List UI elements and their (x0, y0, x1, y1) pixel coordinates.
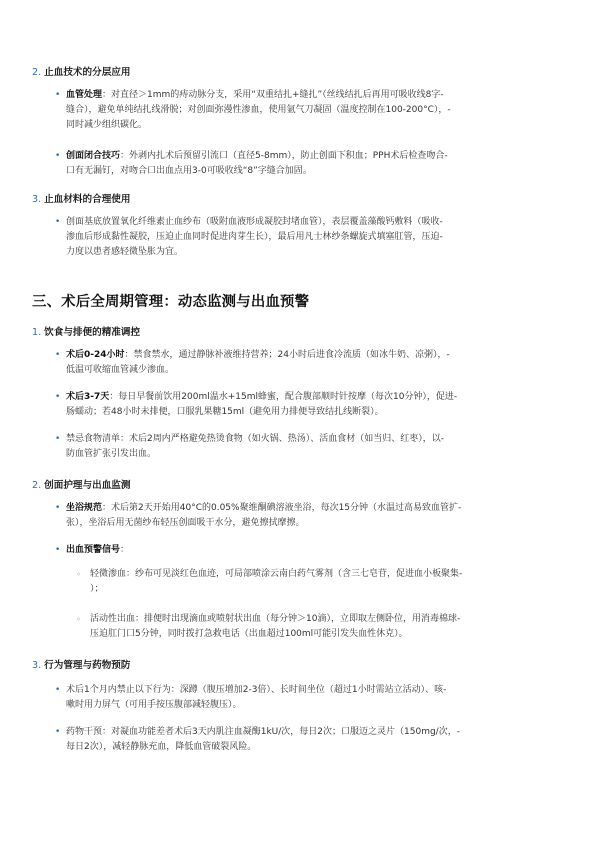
bullet-text: 肠蠕动；若48小时未排便，口服乳果糖15ml（避免用力排便导致结扎线断裂）。 (66, 407, 384, 418)
subsection-title: 饮食与排便的精准调控 (44, 327, 141, 338)
subsection-title: 止血材料的合理使用 (44, 194, 131, 205)
subbullet-mild-oozing (32, 567, 575, 597)
bullet-text: ： (120, 545, 130, 555)
bullet-text: ：对直径＞1mm的痔动脉分支，采用“双重结扎+缝扎”（丝线结扎后再用可吸收线8字- (102, 90, 444, 100)
bullet-dot-icon: • (55, 545, 61, 555)
bullet-materials (32, 215, 575, 261)
subbullet-text: ）； (90, 584, 104, 595)
subsection-number: 1. (32, 327, 42, 338)
subsection-number: 2. (32, 480, 42, 491)
bullet-text: 每日2次），减轻静脉充血，降低血管破裂风险。 (66, 742, 257, 753)
bullet-text: 缝合），避免单纯结扎线滑脱；对创面弥漫性渗血，使用氩气刀凝固（温度控制在100-200°C），- (66, 105, 451, 116)
subsection-hemostasis-techniques (32, 64, 575, 78)
bullet-text: ：禁食禁水，通过静脉补液维持营养；24小时后进食冷流质（如冰牛奶、凉粥），- (124, 350, 450, 360)
subsection-heading (32, 324, 575, 338)
subbullet-text: 轻微渗血：纱布可见淡红色血迹，可局部喷涂云南白药气雾剂（含三七皂苷，促进血小板聚集- (90, 569, 463, 579)
bullet-dot-icon: • (55, 685, 61, 695)
subsection-behavior-drugs (32, 657, 575, 671)
bullet-sitz-bath (32, 501, 575, 531)
bullet-text: ：每日早餐前饮用200ml温水+15ml蜂蜜，配合腹部顺时针按摩（每次10分钟），促进- (109, 392, 458, 402)
bullet-text: 防血管扩张引发出血。 (66, 449, 157, 460)
subbullet-circle-icon: ◦ (76, 615, 81, 624)
bullet-drug-intervention (32, 725, 575, 755)
subsection-title: 创面护理与出血监测 (44, 480, 131, 491)
subsection-heading (32, 657, 575, 671)
bullet-dot-icon: • (55, 350, 61, 360)
bullet-dot-icon: • (55, 727, 61, 737)
bullet-dot-icon: • (55, 151, 61, 161)
bullet-text: 同时减少组织碳化。 (66, 120, 148, 131)
subbullet-text: 压迫肛门口5分钟，同时拨打急救电话（出血超过100ml可能引发失血性休克）。 (90, 629, 408, 640)
section-title: 三、术后全周期管理：动态监测与出血预警 (32, 294, 310, 310)
subbullet-circle-icon: ◦ (76, 570, 81, 579)
subsection-diet-bowel (32, 324, 575, 338)
bullet-bleeding-warning (32, 543, 575, 558)
subbullet-text: 活动性出血：排便时出现滴血或喷射状出血（每分钟＞10滴），立即取左侧卧位，用消毒棉球- (90, 614, 461, 624)
bullet-dot-icon: • (55, 217, 61, 227)
subsection-heading (32, 64, 575, 78)
bullet-behavior-restrictions (32, 683, 575, 713)
bullet-text: 口有无漏钉，对吻合口出血点用3-0可吸收线“8”字缝合加固。 (66, 166, 312, 177)
bullet-dot-icon: • (55, 434, 61, 444)
bullet-text: 嗽时用力屏气（可用手按压腹部减轻腹压）。 (66, 700, 242, 711)
bullet-dot-icon: • (55, 503, 61, 513)
subsection-number: 2. (32, 67, 42, 78)
bullet-text: 禁忌食物清单：术后2周内严格避免热烫食物（如火锅、热汤）、活血食材（如当归、红枣），以- (66, 434, 444, 444)
bullet-text: 低温可收缩血管减少渗血。 (66, 365, 175, 376)
subsection-wound-care (32, 477, 575, 491)
subsection-number: 3. (32, 660, 42, 671)
bullet-label: 创面闭合技巧 (66, 151, 121, 161)
subsection-title: 止血技术的分层应用 (44, 67, 131, 78)
subsection-hemostatic-materials (32, 191, 575, 205)
bullet-text: 术后1个月内禁止以下行为：深蹲（腹压增加2-3倍）、长时间坐位（超过1小时需站立活动）、咳- (66, 685, 447, 695)
bullet-label: 术后0-24小时 (66, 350, 125, 360)
subsection-number: 3. (32, 194, 42, 205)
section-postop-management (32, 290, 575, 311)
bullet-dot-icon: • (55, 392, 61, 402)
bullet-3-7days (32, 390, 575, 420)
bullet-text: 药物干预：对凝血功能差者术后3天内肌注血凝酶1kU/次，每日2次；口服迈之灵片（150mg/次，- (66, 727, 460, 737)
bullet-text: 创面基底放置氧化纤维素止血纱布（吸附血液形成凝胶封堵血管），表层覆盖藻酸钙敷料（吸收- (66, 217, 443, 227)
bullet-vessel-handling (32, 88, 575, 134)
bullet-label: 坐浴规范 (66, 503, 103, 513)
bullet-0-24h (32, 348, 575, 378)
bullet-forbidden-foods (32, 432, 575, 462)
bullet-label: 术后3-7天 (66, 392, 110, 402)
bullet-text: 张），坐浴后用无菌纱布轻压创面吸干水分，避免擦拭摩擦。 (66, 518, 305, 529)
subbullet-active-bleeding (32, 612, 575, 642)
bullet-text: ：外剥内扎术后预留引流口（直径5-8mm），防止创面下积血；PPH术后检查吻合- (120, 151, 448, 161)
bullet-label: 血管处理 (66, 90, 103, 100)
bullet-text: 力度以患者感轻微坠胀为宜。 (66, 247, 184, 258)
bullet-wound-closure (32, 149, 575, 179)
subsection-heading (32, 191, 575, 205)
bullet-text: ：术后第2天开始用40°C的0.05%聚维酮碘溶液坐浴，每次15分钟（水温过高易致血管扩- (102, 503, 462, 513)
bullet-label: 出血预警信号 (66, 545, 121, 555)
subsection-heading (32, 477, 575, 491)
bullet-text: 渗血后形成黏性凝胶，压迫止血同时促进肉芽生长），最后用凡士林纱条螺旋式填塞肛管，压迫- (66, 232, 443, 243)
bullet-dot-icon: • (55, 90, 61, 100)
subsection-title: 行为管理与药物预防 (44, 660, 131, 671)
